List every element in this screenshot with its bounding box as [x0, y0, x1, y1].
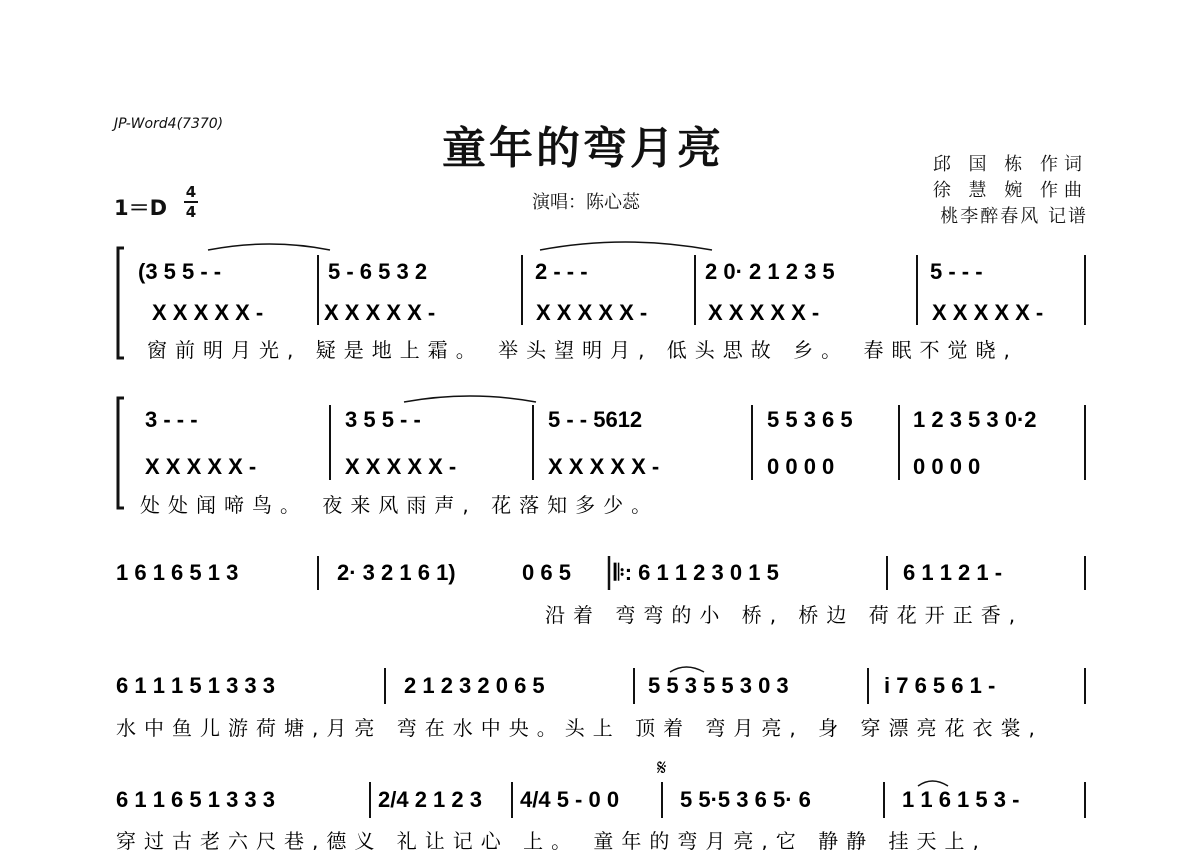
measure-10-notes: 1 2 3 5 3 0·2 — [913, 407, 1037, 432]
rhythm-4: X X X X X - — [708, 300, 820, 325]
measure-11-notes: 1 6 1 6 5 1 3 — [116, 560, 239, 585]
system-bracket — [118, 398, 124, 508]
rhythm-2: X X X X X - — [324, 300, 436, 325]
lyrics-line: 处处闻啼鸟。 夜来风雨声, 花落知多少。 — [140, 493, 660, 517]
pickup-notes: 0 6 5 — [522, 560, 571, 585]
measure-14-notes: 6 1 1 2 1 - — [903, 560, 1003, 585]
measure-12-notes: 2· 3 2 1 6 1) — [337, 560, 456, 585]
measure-2-notes: 5 - 6 5 3 2 — [328, 259, 428, 284]
rhythm-5: X X X X X - — [932, 300, 1044, 325]
measure-3-notes: 2 - - - — [535, 259, 588, 284]
rhythm-10: 0 0 0 0 — [913, 454, 981, 479]
score-line-5 — [116, 756, 1085, 850]
measure-19-notes: 6 1 1 6 5 1 3 3 3 — [116, 787, 276, 812]
slur-arc — [670, 667, 704, 672]
key-signature: 1＝D — [114, 196, 168, 220]
score-line-4 — [116, 667, 1085, 740]
rhythm-7: X X X X X - — [345, 454, 457, 479]
meter-top: 4 — [185, 183, 197, 201]
rhythm-3: X X X X X - — [536, 300, 648, 325]
slur-arc — [540, 242, 712, 250]
measure-17-notes: 5 5 3 5 5 3 0 3 — [648, 673, 789, 698]
song-title: 童年的弯月亮 — [442, 123, 724, 174]
measure-1-notes: (3 5 5 - - — [138, 259, 222, 284]
measure-13-notes: 𝄆: 6 1 1 2 3 0 1 5 — [614, 560, 779, 585]
slur-arc — [918, 781, 948, 786]
measure-16-notes: 2 1 2 3 2 0 6 5 — [404, 673, 545, 698]
measure-20-notes: 2/4 2 1 2 3 — [378, 787, 482, 812]
measure-22-notes: 5 5·5 3 6 5· 6 — [680, 787, 811, 812]
rhythm-9: 0 0 0 0 — [767, 454, 835, 479]
lyricist-credit: 邱 国 栋 作词 — [932, 154, 1088, 175]
measure-21-notes: 4/4 5 - 0 0 — [520, 787, 620, 812]
system-2 — [118, 396, 1085, 517]
lyrics-line: 沿着 弯弯的小 桥, 桥边 荷花开正香, — [545, 603, 1024, 627]
lyrics-line: 穿过古老六尺巷,德义 礼让记心 上。 童年的弯月亮,它 静静 挂天上, — [116, 829, 987, 850]
segno-sign: 𝄋 — [657, 756, 667, 781]
measure-5-notes: 5 - - - — [930, 259, 983, 284]
measure-8-notes: 5 - - 5612 — [548, 407, 643, 432]
score-line-3 — [116, 556, 1085, 627]
tie-arc — [208, 244, 330, 250]
lyrics-line: 水中鱼儿游荷塘,月亮 弯在水中央。头上 顶着 弯月亮, 身 穿漂亮花衣裳, — [116, 716, 1043, 740]
system-bracket — [118, 248, 124, 358]
system-1 — [118, 242, 1085, 362]
measure-6-notes: 3 - - - — [145, 407, 198, 432]
rhythm-6: X X X X X - — [145, 454, 257, 479]
rhythm-1: X X X X X - — [152, 300, 264, 325]
measure-15-notes: 6 1 1 1 5 1 3 3 3 — [116, 673, 276, 698]
composer-credit: 徐 慧 婉 作曲 — [932, 180, 1088, 201]
tie-arc — [404, 396, 536, 402]
rhythm-8: X X X X X - — [548, 454, 660, 479]
measure-18-notes: i 7 6 5 6 1 - — [884, 673, 996, 698]
software-label: JP-Word4(7370) — [114, 116, 224, 132]
meter-bottom: 4 — [185, 203, 197, 221]
measure-7-notes: 3 5 5 - - — [345, 407, 421, 432]
lyrics-line: 窗前明月光, 疑是地上霜。 举头望明月, 低头思故 乡。 春眠不觉晓, — [147, 338, 1018, 362]
measure-9-notes: 5 5 3 6 5 — [767, 407, 853, 432]
measure-23-notes: 1 1 6 1 5 3 - — [902, 787, 1020, 812]
measure-4-notes: 2 0· 2 1 2 3 5 — [705, 259, 835, 284]
singer-label: 演唱：陈心蕊 — [532, 192, 640, 213]
transcriber-credit: 桃李醉春风 记谱 — [940, 206, 1088, 227]
